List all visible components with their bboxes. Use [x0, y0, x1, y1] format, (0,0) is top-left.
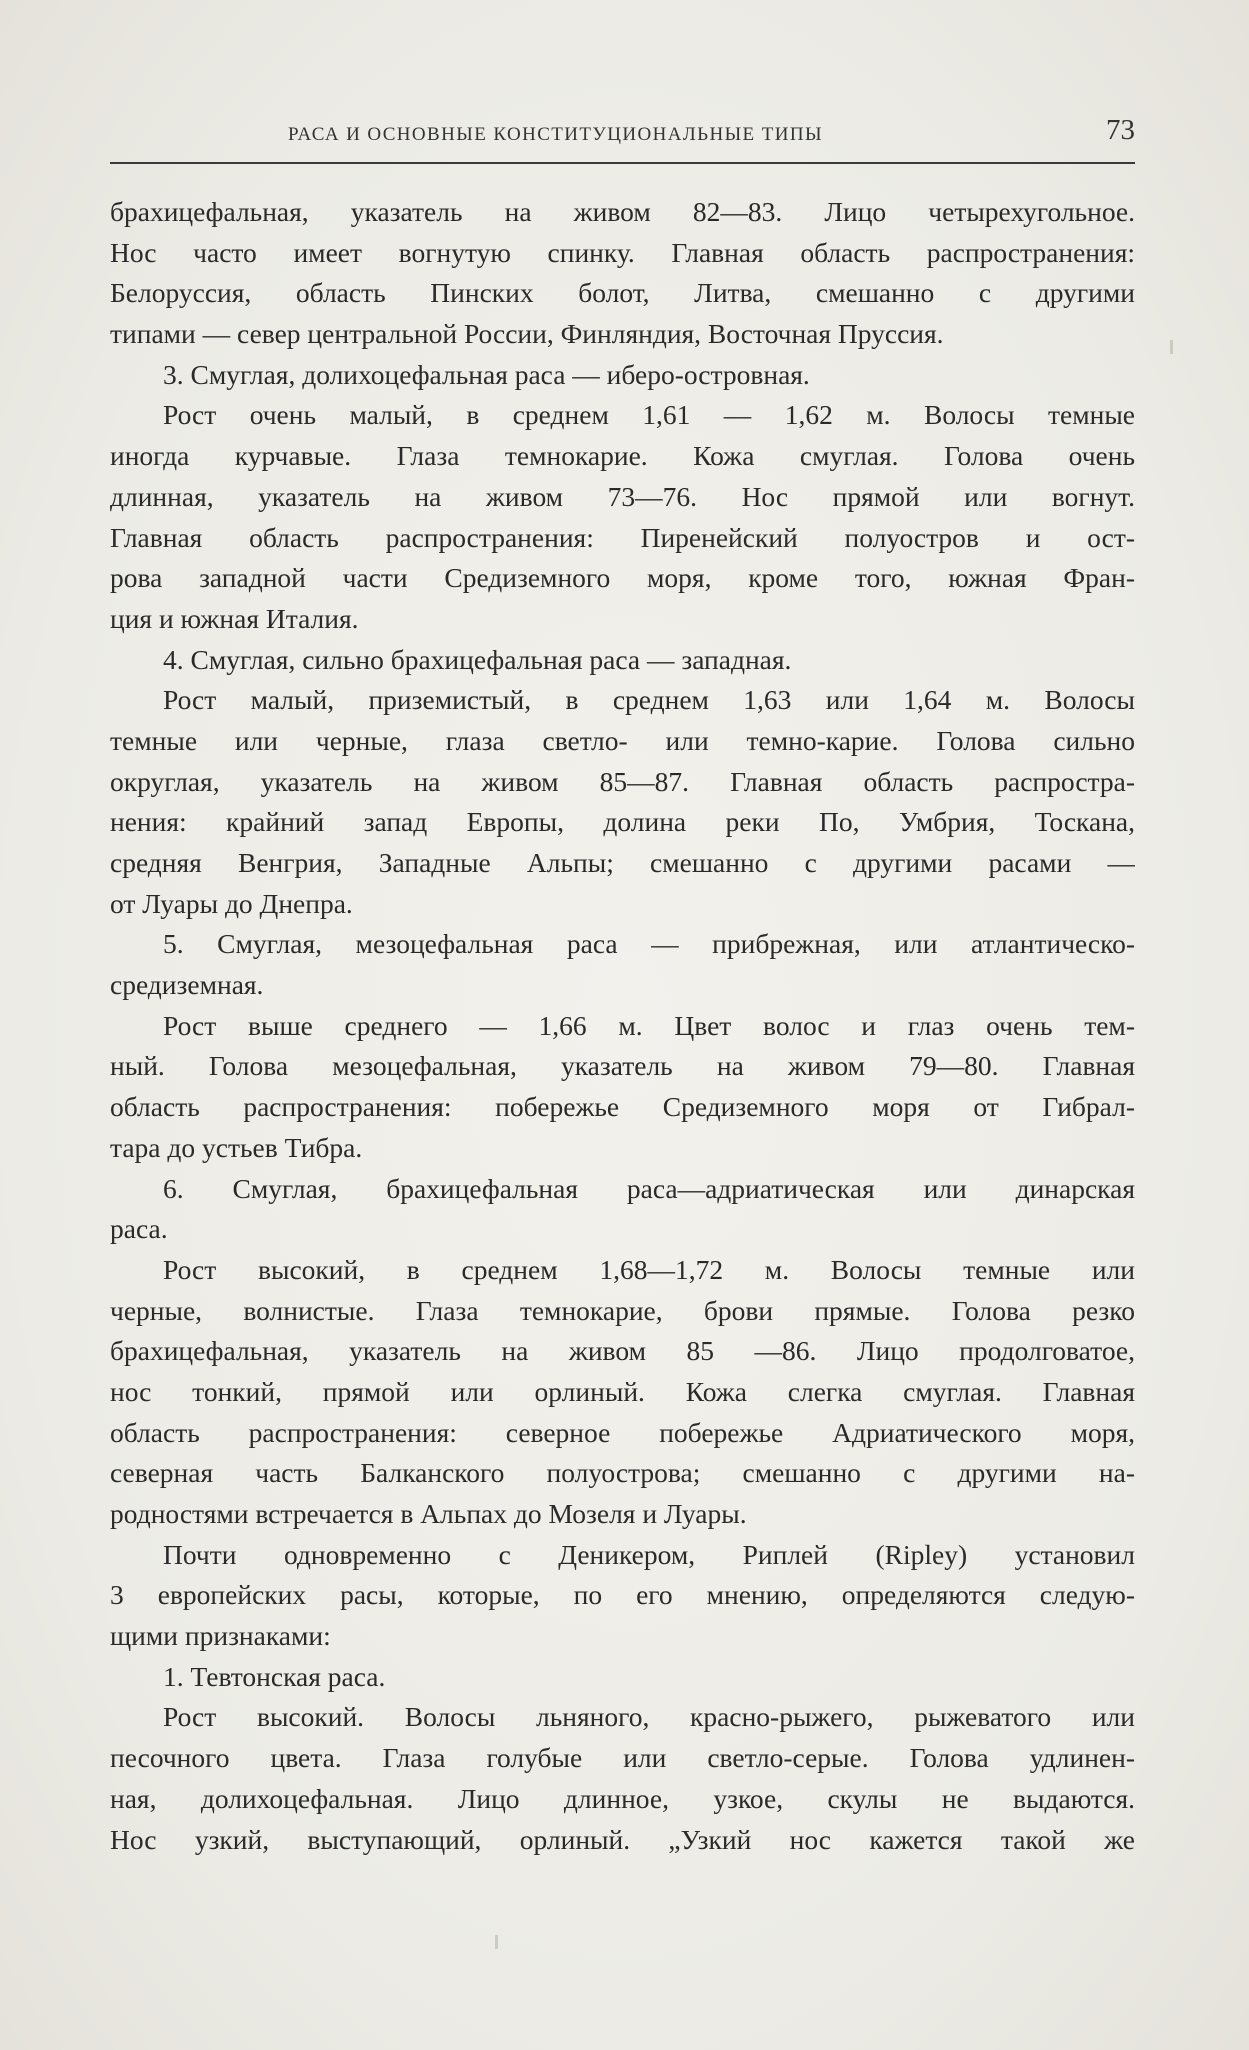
text-line: родностями встречается в Альпах до Мозеля и Луары. — [110, 1498, 747, 1529]
text-line: от Луары до Днепра. — [110, 887, 353, 919]
text-line: раса. — [110, 1213, 168, 1245]
text-line: щими признаками: — [110, 1620, 331, 1652]
text-line: Рост малый, приземистый, в среднем 1,63 или 1,64 м. Волосы — [163, 684, 1135, 716]
text-line: 1. Тевтонская раса. — [163, 1660, 386, 1692]
text-line: Рост высокий. Волосы льняного, красно-рыжего, рыжеватого или — [163, 1701, 1135, 1733]
text-line: средиземная. — [110, 969, 264, 1001]
body-text — [110, 192, 1135, 1860]
text-line: область распространения: побережье Средиземного моря от Гибрал- — [110, 1091, 1135, 1123]
text-line: брахицефальная, указатель на живом 85 —86. Лицо продолговатое, — [110, 1335, 1135, 1367]
text-line: ный. Голова мезоцефальная, указатель на живом 79—80. Главная — [110, 1050, 1135, 1082]
text-line: округлая, указатель на живом 85—87. Главная область распростра- — [110, 765, 1135, 797]
text-line: темные или черные, глаза светло- или темно-карие. Голова сильно — [110, 724, 1135, 756]
text-line: Белоруссия, область Пинских болот, Литва, смешанно с другими — [110, 277, 1135, 309]
text-line: нос тонкий, прямой или орлиный. Кожа слегка смуглая. Главная — [110, 1375, 1135, 1407]
text-line: 3. Смуглая, долихоцефальная раса — иберо-островная. — [163, 358, 810, 390]
running-head: РАСА И ОСНОВНЫЕ КОНСТИТУЦИОНАЛЬНЫЕ ТИПЫ — [288, 124, 823, 145]
text-line: нения: крайний запад Европы, долина реки По, Умбрия, Тоскана, — [110, 806, 1135, 838]
text-line: брахицефальная, указатель на живом 82—83. Лицо четырехугольное. — [110, 196, 1135, 227]
text-line: область распространения: северное побережье Адриатического моря, — [110, 1416, 1135, 1448]
text-line: 4. Смуглая, сильно брахицефальная раса — западная. — [163, 643, 792, 675]
text-line: северная часть Балканского полуострова; смешанно с другими на- — [110, 1457, 1135, 1489]
text-line: ная, долихоцефальная. Лицо длинное, узкое, скулы не выдаются. — [110, 1782, 1135, 1814]
text-line: Рост очень малый, в среднем 1,61 — 1,62 м. Волосы темные — [163, 399, 1135, 431]
text-line: песочного цвета. Глаза голубые или светло-серые. Голова удлинен- — [110, 1742, 1135, 1774]
text-line: рова западной части Средиземного моря, кроме того, южная Фран- — [110, 562, 1135, 594]
text-line: Рост высокий, в среднем 1,68—1,72 м. Волосы темные или — [163, 1253, 1135, 1285]
text-line: типами — север центральной России, Финляндия, Восточная Пруссия. — [110, 318, 944, 350]
paper-blemish — [495, 1935, 498, 1949]
text-line: 6. Смуглая, брахицефальная раса—адриатическая или динарская — [163, 1172, 1135, 1204]
page-number: 73 — [1106, 114, 1135, 146]
text-line: черные, волнистые. Глаза темнокарие, брови прямые. Голова резко — [110, 1294, 1135, 1326]
text-line: тара до устьев Тибра. — [110, 1131, 363, 1163]
text-line: Нос узкий, выступающий, орлиный. „Узкий нос кажется такой же — [110, 1823, 1135, 1855]
paper-blemish — [1170, 340, 1173, 354]
text-line: Почти одновременно с Деникером, Риплей (Ripley) установил — [163, 1538, 1135, 1570]
text-line: Главная область распространения: Пиренейский полуостров и ост- — [110, 521, 1135, 553]
text-line: 5. Смуглая, мезоцефальная раса — прибрежная, или атлантическо- — [163, 928, 1135, 960]
text-line: иногда курчавые. Глаза темнокарие. Кожа смуглая. Голова очень — [110, 440, 1135, 472]
text-line: Нос часто имеет вогнутую спинку. Главная область распространения: — [110, 236, 1135, 268]
page-header — [110, 112, 1135, 164]
text-line: средняя Венгрия, Западные Альпы; смешанно с другими расами — — [110, 847, 1135, 878]
text-line: длинная, указатель на живом 73—76. Нос прямой или вогнут. — [110, 480, 1135, 512]
text-line: ция и южная Италия. — [110, 602, 359, 634]
text-line: Рост выше среднего — 1,66 м. Цвет волос и глаз очень тем- — [163, 1009, 1135, 1041]
text-line: 3 европейских расы, которые, по его мнению, определяются следую- — [110, 1579, 1135, 1611]
